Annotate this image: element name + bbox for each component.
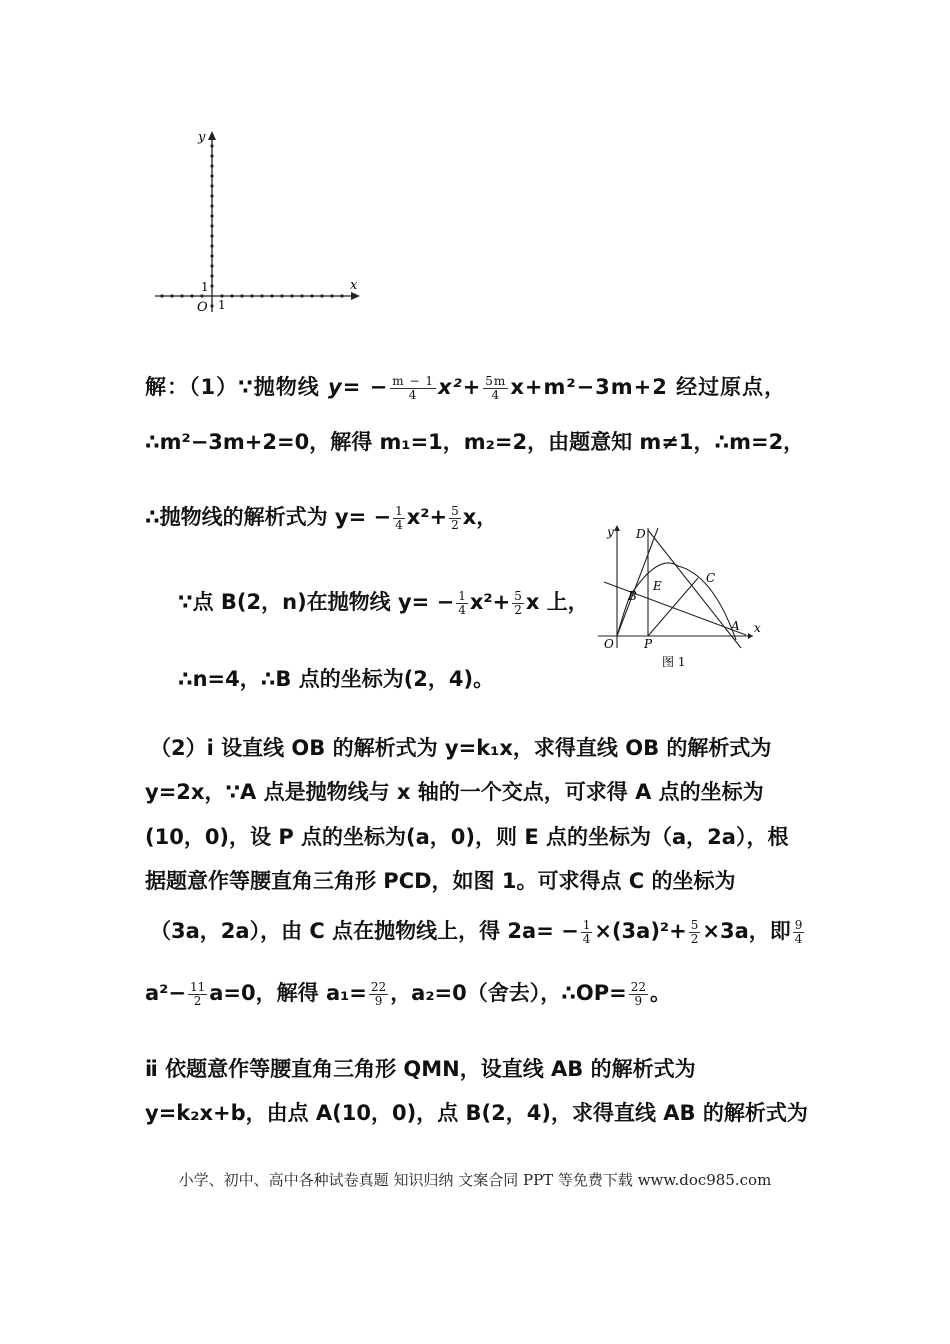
x-tick-dot bbox=[200, 294, 203, 297]
fraction-1-over-4 bbox=[393, 505, 405, 532]
y-tick-dot bbox=[210, 194, 213, 197]
fraction-den: 2 bbox=[690, 931, 699, 946]
origin-label: O bbox=[197, 300, 208, 315]
solution-line-4c: x 上， bbox=[525, 590, 589, 614]
solution-line-9: 据题意作等腰直角三角形 PCD，如图 1。可求得点 C 的坐标为 bbox=[145, 869, 736, 893]
solution-line-3b: x²+ bbox=[406, 505, 448, 529]
x-tick-dot bbox=[240, 294, 243, 297]
fraction-22-over-9 bbox=[629, 981, 648, 1008]
fig1-label-O: O bbox=[604, 637, 614, 651]
fraction-num: 9 bbox=[794, 917, 803, 932]
fraction-num: 22 bbox=[370, 979, 387, 994]
page-footer: 小学、初中、高中各种试卷真题 知识归纳 文案合同 PPT 等免费下载 www.doc985.com bbox=[178, 1171, 772, 1189]
solution-line-1c: x²+ bbox=[437, 375, 482, 399]
fraction-9-over-4 bbox=[793, 919, 805, 946]
y-tick-dot bbox=[210, 264, 213, 267]
solution-line-1b: y= − bbox=[328, 375, 389, 399]
fraction-11-over-2 bbox=[188, 981, 207, 1008]
fraction-den: 4 bbox=[794, 931, 803, 946]
solution-line-1d: x+m²−3m+2 经过原点， bbox=[510, 375, 787, 399]
solution-line-1a: 解：（1）∵抛物线 bbox=[145, 375, 329, 399]
fig1-label-A: A bbox=[731, 619, 740, 633]
x-tick-dot bbox=[260, 294, 263, 297]
fraction-num: 1 bbox=[458, 588, 466, 603]
x-tick-dot bbox=[280, 294, 283, 297]
solution-line-4b: x²+ bbox=[469, 590, 511, 614]
y-tick-dot bbox=[210, 204, 213, 207]
solution-line-10b: ×(3a)²+ bbox=[594, 919, 687, 943]
fraction-den: 9 bbox=[634, 993, 643, 1008]
solution-line-7: y=2x，∵A 点是抛物线与 x 轴的一个交点，可求得 A 点的坐标为 bbox=[145, 780, 764, 804]
solution-line-13: y=k₂x+b，由点 A(10，0)，点 B(2，4)，求得直线 AB 的解析式为 bbox=[145, 1101, 808, 1125]
x-tick-dot bbox=[270, 294, 273, 297]
solution-line-3c: x， bbox=[462, 505, 498, 529]
solution-line-12: ⅱ 依题意作等腰直角三角形 QMN，设直线 AB 的解析式为 bbox=[145, 1057, 696, 1081]
fraction-den: 9 bbox=[374, 993, 383, 1008]
fraction-den: 2 bbox=[514, 602, 522, 617]
fraction-num: 11 bbox=[189, 979, 206, 994]
figure-1-diagram bbox=[598, 520, 773, 675]
solution-line-6: （2）ⅰ 设直线 OB 的解析式为 y=k₁x，求得直线 OB 的解析式为 bbox=[150, 736, 772, 760]
x-tick-dot bbox=[190, 294, 193, 297]
fraction-5-over-2 bbox=[512, 590, 524, 617]
fraction-den: 2 bbox=[193, 993, 202, 1008]
y-tick-dot bbox=[210, 274, 213, 277]
solution-line-4 bbox=[178, 587, 589, 617]
fraction-num: 1 bbox=[395, 503, 403, 518]
x-tick-dot bbox=[180, 294, 183, 297]
solution-line-8: (10，0)，设 P 点的坐标为(a，0)，则 E 点的坐标为（a，2a），根 bbox=[145, 825, 789, 849]
solution-line-3a: ∴抛物线的解析式为 y= − bbox=[145, 505, 392, 529]
solution-line-10 bbox=[150, 916, 806, 946]
solution-line-10c: ×3a，即 bbox=[702, 919, 791, 943]
fig1-label-B: B bbox=[628, 589, 637, 603]
y-tick-dot bbox=[210, 244, 213, 247]
x-tick-dot bbox=[160, 294, 163, 297]
fraction-num: 5m bbox=[485, 373, 507, 388]
fraction-5m-over-4 bbox=[483, 375, 508, 402]
fraction-den: 2 bbox=[451, 517, 459, 532]
x-tick-dot bbox=[330, 294, 333, 297]
fig1-label-x: x bbox=[754, 621, 761, 635]
fraction-1-over-4 bbox=[456, 590, 468, 617]
fraction-den: 4 bbox=[491, 387, 501, 402]
fig1-caption: 图 1 bbox=[662, 655, 686, 669]
x-axis-label: x bbox=[350, 278, 358, 293]
y-tick-dot bbox=[210, 284, 213, 287]
fraction-num: m − 1 bbox=[392, 373, 434, 388]
y-tick-dot bbox=[210, 254, 213, 257]
fig1-label-C: C bbox=[706, 571, 716, 585]
fraction-den: 4 bbox=[458, 602, 466, 617]
fraction-22-over-9 bbox=[369, 981, 388, 1008]
solution-line-11d: 。 bbox=[650, 981, 671, 1005]
unit-y-label: 1 bbox=[201, 280, 209, 294]
x-tick-dot bbox=[300, 294, 303, 297]
unit-x-label: 1 bbox=[218, 298, 226, 312]
fraction-5-over-2 bbox=[689, 919, 701, 946]
fraction-5-over-2 bbox=[449, 505, 461, 532]
fig1-label-D: D bbox=[636, 527, 646, 541]
y-axis-label: y bbox=[198, 130, 206, 145]
solution-line-3 bbox=[145, 502, 497, 532]
solution-line-4a: ∵点 B(2，n)在抛物线 y= − bbox=[178, 590, 455, 614]
solution-line-11 bbox=[145, 978, 671, 1008]
coordinate-axes-figure bbox=[150, 125, 370, 320]
x-tick-dot bbox=[310, 294, 313, 297]
x-tick-dot bbox=[250, 294, 253, 297]
fraction-num: 5 bbox=[451, 503, 459, 518]
fig1-label-y: y bbox=[607, 525, 614, 539]
y-tick-dot bbox=[210, 144, 213, 147]
x-tick-dot bbox=[320, 294, 323, 297]
y-tick-dot bbox=[210, 174, 213, 177]
y-tick-dot bbox=[210, 214, 213, 217]
fraction-den: 4 bbox=[395, 517, 403, 532]
fraction-m-minus-1-over-4 bbox=[390, 375, 436, 402]
y-tick-dot bbox=[210, 164, 213, 167]
solution-line-11b: a=0，解得 a₁= bbox=[209, 981, 367, 1005]
fraction-den: 4 bbox=[408, 387, 418, 402]
fraction-1-over-4 bbox=[581, 919, 593, 946]
fraction-num: 5 bbox=[690, 917, 699, 932]
fig1-label-P: P bbox=[644, 637, 653, 651]
fraction-num: 1 bbox=[582, 917, 591, 932]
x-tick-dot bbox=[290, 294, 293, 297]
y-tick-dot bbox=[210, 224, 213, 227]
y-tick-dot bbox=[210, 154, 213, 157]
x-tick-dot bbox=[170, 294, 173, 297]
y-tick-dot bbox=[210, 184, 213, 187]
x-tick-dot bbox=[340, 294, 343, 297]
fraction-den: 4 bbox=[582, 931, 591, 946]
solution-line-11c: ，a₂=0（舍去），∴OP= bbox=[390, 981, 627, 1005]
solution-line-10a: （3a，2a），由 C 点在抛物线上，得 2a= − bbox=[150, 919, 579, 943]
y-tick-dot bbox=[210, 234, 213, 237]
fraction-num: 5 bbox=[514, 588, 522, 603]
solution-line-1 bbox=[145, 372, 786, 402]
solution-line-2: ∴m²−3m+2=0，解得 m₁=1，m₂=2，由题意知 m≠1，∴m=2， bbox=[145, 430, 805, 454]
fig1-label-E: E bbox=[653, 579, 662, 593]
solution-line-11a: a²− bbox=[145, 981, 186, 1005]
solution-line-5: ∴n=4，∴B 点的坐标为(2，4)。 bbox=[178, 667, 495, 691]
y-tick-dot bbox=[210, 304, 213, 307]
x-tick-dot bbox=[230, 294, 233, 297]
fraction-num: 22 bbox=[630, 979, 646, 994]
